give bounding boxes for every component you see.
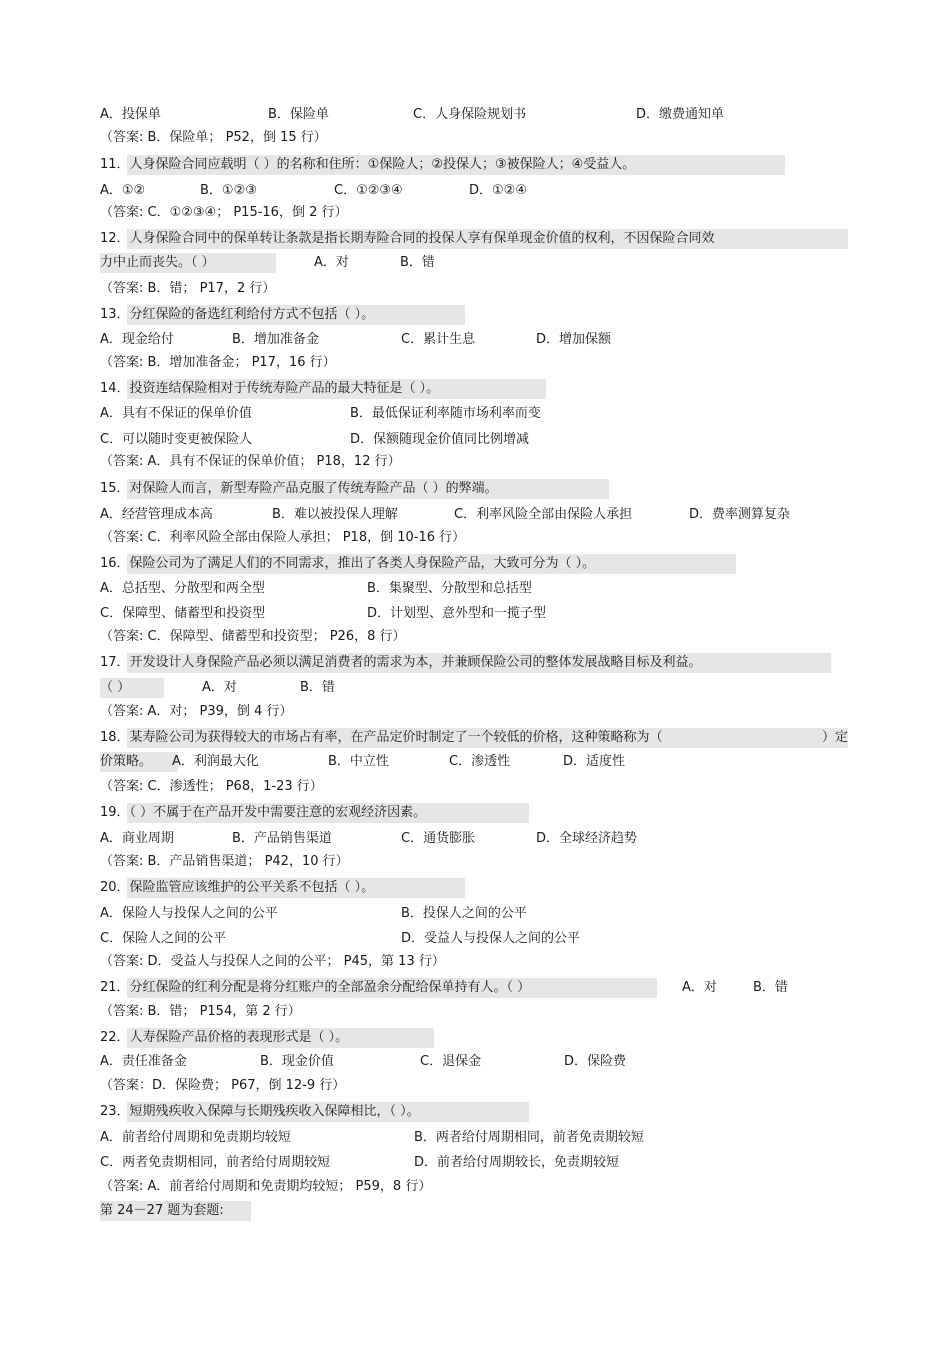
option-d: D．前者给付周期较长，免责期较短 bbox=[414, 1155, 620, 1170]
option-c: C．保障型、储蓄型和投资型 bbox=[100, 606, 266, 621]
question-text: 21．分红保险的红利分配是将分红账户的全部盈余分配给保单持有人。（ ） bbox=[100, 980, 531, 995]
option-b: B．难以被投保人理解 bbox=[272, 507, 398, 522]
option-d: D．受益人与投保人之间的公平 bbox=[401, 931, 581, 946]
question-16: 16．保险公司为了满足人们的不同需求，推出了各类人身保险产品，大致可分为（ ）。 bbox=[100, 556, 596, 571]
option-c: C．利率风险全部由保险人承担 bbox=[454, 507, 633, 522]
question-text-end: ）定 bbox=[821, 730, 848, 745]
option-b: B．错 bbox=[753, 980, 788, 995]
option-b: B．产品销售渠道 bbox=[232, 831, 332, 846]
question-17: 17．开发设计人身保险产品必须以满足消费者的需求为本，并兼顾保险公司的整体发展战略目标及利益。 bbox=[100, 655, 702, 670]
option-a: A．经营管理成本高 bbox=[100, 507, 213, 522]
option-a: A．投保单 bbox=[100, 107, 161, 122]
option-b: B．保险单 bbox=[268, 107, 329, 122]
option-c: C．通货膨胀 bbox=[401, 831, 476, 846]
answer-15: （答案: C．利率风险全部由保险人承担； P18，倒 10-16 行） bbox=[100, 530, 466, 545]
question-22: 22．人寿保险产品价格的表现形式是（ ）。 bbox=[100, 1030, 349, 1045]
answer-12: （答案: B．错； P17，2 行） bbox=[100, 281, 276, 296]
question-text: 18．某寿险公司为获得较大的市场占有率，在产品定价时制定了一个较低的价格，这种策略称为（ bbox=[100, 730, 663, 745]
option-a: A．对 bbox=[314, 255, 349, 270]
answer-21: （答案: B．错； P154，第 2 行） bbox=[100, 1004, 301, 1019]
option-a: A．对 bbox=[202, 680, 237, 695]
question-19: 19．（ ）不属于在产品开发中需要注意的宏观经济因素。 bbox=[100, 805, 427, 820]
option-b: B．错 bbox=[300, 680, 335, 695]
option-a: A．前者给付周期和免责期均较短 bbox=[100, 1130, 291, 1145]
question-text: 价策略。 bbox=[100, 754, 153, 769]
question-14: 14．投资连结保险相对于传统寿险产品的最大特征是（ ）。 bbox=[100, 381, 440, 396]
option-b: B．投保人之间的公平 bbox=[401, 906, 527, 921]
option-b: B．集聚型、分散型和总括型 bbox=[367, 581, 532, 596]
option-d: D．计划型、意外型和一揽子型 bbox=[367, 606, 547, 621]
question-15: 15．对保险人而言，新型寿险产品克服了传统寿险产品（ ）的弊端。 bbox=[100, 481, 498, 496]
option-a: A．现金给付 bbox=[100, 332, 174, 347]
answer-11: （答案: C．①②③④； P15-16，倒 2 行） bbox=[100, 205, 348, 220]
option-d: D．缴费通知单 bbox=[636, 107, 725, 122]
answer-23: （答案: A．前者给付周期和免责期均较短； P59，8 行） bbox=[100, 1179, 432, 1194]
answer-10: （答案: B．保险单； P52，倒 15 行） bbox=[100, 130, 327, 145]
question-11: 11．人身保险合同应载明（ ）的名称和住所：①保险人；②投保人；③被保险人；④受益人。 bbox=[100, 157, 636, 172]
question-13: 13．分红保险的备选红利给付方式不包括（ ）。 bbox=[100, 307, 375, 322]
option-b: B．现金价值 bbox=[260, 1054, 334, 1069]
answer-18: （答案: C．渗透性； P68，1-23 行） bbox=[100, 779, 323, 794]
answer-22: （答案：D．保险费； P67，倒 12-9 行） bbox=[100, 1078, 346, 1093]
option-d: D．①②④ bbox=[469, 183, 527, 198]
option-c: C．人身保险规划书 bbox=[413, 107, 527, 122]
option-b: B．①②③ bbox=[200, 183, 257, 198]
option-d: D．费率测算复杂 bbox=[689, 507, 791, 522]
option-d: D．全球经济趋势 bbox=[536, 831, 638, 846]
option-a: A．总括型、分散型和两全型 bbox=[100, 581, 265, 596]
answer-17: （答案: A．对； P39，倒 4 行） bbox=[100, 704, 293, 719]
option-d: D．适度性 bbox=[563, 754, 626, 769]
answer-13: （答案: B．增加准备金； P17，16 行） bbox=[100, 355, 336, 370]
question-18 bbox=[100, 729, 848, 747]
option-a: A．①② bbox=[100, 183, 146, 198]
option-d: D．保险费 bbox=[564, 1054, 627, 1069]
option-b: B．最低保证利率随市场利率而变 bbox=[350, 406, 541, 421]
question-text: （ ） bbox=[100, 680, 131, 695]
option-a: A．商业周期 bbox=[100, 831, 174, 846]
option-a: A．责任准备金 bbox=[100, 1054, 187, 1069]
answer-20: （答案: D．受益人与投保人之间的公平； P45，第 13 行） bbox=[100, 954, 445, 969]
option-c: C．两者免责期相同，前者给付周期较短 bbox=[100, 1155, 331, 1170]
option-a: A．具有不保证的保单价值 bbox=[100, 406, 252, 421]
question-20: 20．保险监管应该维护的公平关系不包括（ ）。 bbox=[100, 880, 375, 895]
option-c: C．退保金 bbox=[420, 1054, 482, 1069]
option-a: A．对 bbox=[682, 980, 717, 995]
answer-14: （答案: A．具有不保证的保单价值； P18，12 行） bbox=[100, 454, 401, 469]
option-b: B．增加准备金 bbox=[232, 332, 319, 347]
option-c: C．可以随时变更被保险人 bbox=[100, 432, 253, 447]
question-text: 力中止而丧失。（ ） bbox=[100, 255, 215, 270]
answer-16: （答案: C．保障型、储蓄型和投资型； P26，8 行） bbox=[100, 629, 406, 644]
answer-19: （答案: B．产品销售渠道； P42，10 行） bbox=[100, 854, 349, 869]
question-12: 12．人身保险合同中的保单转让条款是指长期寿险合同的投保人享有保单现金价值的权利，不因保险合同效 bbox=[100, 231, 715, 246]
section-heading: 第 24－27 题为套题: bbox=[100, 1203, 224, 1218]
option-c: C．①②③④ bbox=[334, 183, 403, 198]
option-c: C．累计生息 bbox=[401, 332, 476, 347]
option-b: B．中立性 bbox=[328, 754, 389, 769]
option-b: B．错 bbox=[400, 255, 435, 270]
option-b: B．两者给付周期相同，前者免责期较短 bbox=[414, 1130, 644, 1145]
option-c: C．保险人之间的公平 bbox=[100, 931, 227, 946]
question-23: 23．短期残疾收入保障与长期残疾收入保障相比，（ ）。 bbox=[100, 1104, 420, 1119]
option-a: A．保险人与投保人之间的公平 bbox=[100, 906, 278, 921]
option-c: C．渗透性 bbox=[449, 754, 511, 769]
option-a: A．利润最大化 bbox=[172, 754, 259, 769]
option-d: D．增加保额 bbox=[536, 332, 612, 347]
option-d: D．保额随现金价值同比例增减 bbox=[350, 432, 530, 447]
